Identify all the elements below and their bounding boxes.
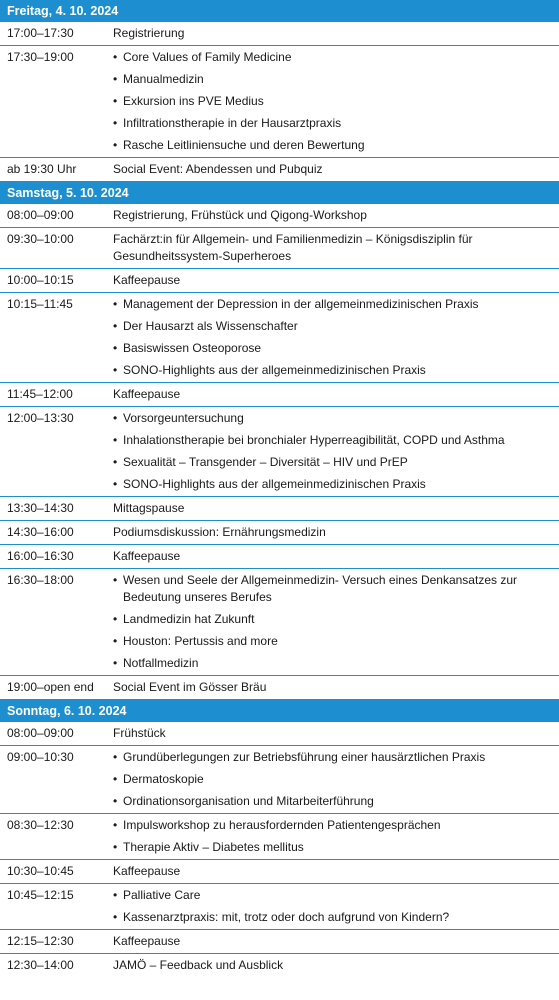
bullet-icon: •	[113, 455, 118, 469]
session-title: Kaffeepause	[113, 549, 181, 563]
schedule-row	[0, 521, 559, 545]
session-content	[113, 746, 559, 813]
session-title: Social Event im Gösser Bräu	[113, 680, 267, 694]
list-item	[113, 340, 551, 357]
session-content	[113, 22, 559, 45]
list-item	[113, 611, 551, 628]
session-title: Kaffeepause	[113, 273, 181, 287]
session-time: 12:30–14:00	[7, 958, 74, 972]
list-item	[113, 839, 551, 856]
session-time: 08:00–09:00	[7, 208, 74, 222]
session-time: 17:30–19:00	[7, 50, 74, 64]
session-time: 10:45–12:15	[7, 888, 74, 902]
bullet-icon: •	[113, 116, 118, 130]
list-item	[113, 49, 551, 66]
schedule-row	[0, 722, 559, 746]
schedule-row	[0, 497, 559, 521]
schedule-row	[0, 269, 559, 293]
schedule-row	[0, 383, 559, 407]
list-item	[113, 93, 551, 110]
list-item	[113, 454, 551, 471]
session-list	[113, 817, 551, 856]
list-item	[113, 817, 551, 834]
schedule-row	[0, 860, 559, 884]
list-item-text: Notfallmedizin	[123, 656, 199, 670]
session-content	[113, 497, 559, 520]
session-title: Mittagspause	[113, 501, 185, 515]
session-time: 12:15–12:30	[7, 934, 74, 948]
session-time: 16:00–16:30	[7, 549, 74, 563]
schedule-row	[0, 814, 559, 860]
bullet-icon: •	[113, 477, 118, 491]
list-item	[113, 71, 551, 88]
session-title: Fachärzt:in für Allgemein- und Familienmedizin – Königsdisziplin für Gesundheitssystem-Superheroes	[113, 232, 473, 263]
session-time: 19:00–open end	[7, 680, 94, 694]
list-item-text: Infiltrationstherapie in der Hausarztpraxis	[123, 116, 342, 130]
session-title: Kaffeepause	[113, 387, 181, 401]
session-content	[113, 569, 559, 675]
session-list	[113, 410, 551, 493]
schedule-row	[0, 545, 559, 569]
list-item-text: Palliative Care	[123, 888, 201, 902]
bullet-icon: •	[113, 612, 118, 626]
session-title: Podiumsdiskussion: Ernährungsmedizin	[113, 525, 326, 539]
session-content	[113, 158, 559, 181]
schedule-row	[0, 204, 559, 228]
session-time: 10:15–11:45	[7, 297, 73, 311]
list-item-text: Therapie Aktiv – Diabetes mellitus	[123, 840, 304, 854]
list-item-text: Ordinationsorganisation und Mitarbeiterführung	[123, 794, 374, 808]
list-item-text: Core Values of Family Medicine	[123, 50, 292, 64]
session-time: 08:00–09:00	[7, 726, 74, 740]
list-item	[113, 909, 551, 926]
session-time: 13:30–14:30	[7, 501, 74, 515]
session-time: 09:30–10:00	[7, 232, 74, 246]
day-header: Samstag, 5. 10. 2024	[0, 182, 559, 204]
session-title: Registrierung	[113, 26, 185, 40]
list-item	[113, 887, 551, 904]
session-content	[113, 884, 559, 929]
session-content	[113, 676, 559, 699]
session-title: Kaffeepause	[113, 934, 181, 948]
day-header: Freitag, 4. 10. 2024	[0, 0, 559, 22]
bullet-icon: •	[113, 656, 118, 670]
list-item	[113, 318, 551, 335]
session-content	[113, 383, 559, 406]
bullet-icon: •	[113, 840, 118, 854]
session-time: 10:00–10:15	[7, 273, 74, 287]
session-title: Social Event: Abendessen und Pubquiz	[113, 162, 323, 176]
list-item	[113, 633, 551, 650]
day-header: Sonntag, 6. 10. 2024	[0, 700, 559, 722]
session-content	[113, 228, 559, 268]
session-content	[113, 722, 559, 745]
list-item	[113, 771, 551, 788]
session-time: 14:30–16:00	[7, 525, 74, 539]
session-content	[113, 269, 559, 292]
list-item-text: Exkursion ins PVE Medius	[123, 94, 264, 108]
schedule-row	[0, 569, 559, 676]
session-time: 16:30–18:00	[7, 573, 74, 587]
schedule-row	[0, 954, 559, 977]
bullet-icon: •	[113, 573, 118, 587]
list-item-text: Basiswissen Osteoporose	[123, 341, 262, 355]
list-item-text: SONO-Highlights aus der allgemeinmedizinischen Praxis	[123, 477, 426, 491]
session-content	[113, 293, 559, 382]
session-list	[113, 296, 551, 379]
session-content	[113, 545, 559, 568]
session-title: Frühstück	[113, 726, 166, 740]
session-time: 12:00–13:30	[7, 411, 74, 425]
list-item-text: Vorsorgeuntersuchung	[123, 411, 244, 425]
bullet-icon: •	[113, 772, 118, 786]
list-item-text: Landmedizin hat Zukunft	[123, 612, 255, 626]
list-item	[113, 655, 551, 672]
list-item	[113, 137, 551, 154]
list-item-text: Kassenarztpraxis: mit, trotz oder doch aufgrund von Kindern?	[123, 910, 450, 924]
session-time: 09:00–10:30	[7, 750, 74, 764]
list-item	[113, 115, 551, 132]
bullet-icon: •	[113, 363, 118, 377]
list-item	[113, 362, 551, 379]
list-item	[113, 296, 551, 313]
list-item-text: Grundüberlegungen zur Betriebsführung einer hausärztlichen Praxis	[123, 750, 486, 764]
session-content	[113, 860, 559, 883]
list-item-text: SONO-Highlights aus der allgemeinmedizinischen Praxis	[123, 363, 426, 377]
session-time: 17:00–17:30	[7, 26, 74, 40]
schedule-row	[0, 930, 559, 954]
list-item-text: Rasche Leitliniensuche und deren Bewertung	[123, 138, 365, 152]
session-list	[113, 887, 551, 926]
schedule-row	[0, 46, 559, 158]
schedule-row	[0, 228, 559, 269]
bullet-icon: •	[113, 341, 118, 355]
session-content	[113, 521, 559, 544]
bullet-icon: •	[113, 433, 118, 447]
session-content	[113, 814, 559, 859]
bullet-icon: •	[113, 138, 118, 152]
list-item	[113, 432, 551, 449]
list-item	[113, 793, 551, 810]
session-time: 10:30–10:45	[7, 864, 74, 878]
list-item-text: Sexualität – Transgender – Diversität – HIV und PrEP	[123, 455, 408, 469]
session-title: JAMÖ – Feedback und Ausblick	[113, 958, 284, 972]
session-list	[113, 572, 551, 672]
bullet-icon: •	[113, 411, 118, 425]
session-title: Registrierung, Frühstück und Qigong-Workshop	[113, 208, 367, 222]
list-item	[113, 410, 551, 427]
session-content	[113, 46, 559, 157]
list-item-text: Management der Depression in der allgemeinmedizinischen Praxis	[123, 297, 479, 311]
bullet-icon: •	[113, 94, 118, 108]
bullet-icon: •	[113, 72, 118, 86]
session-content	[113, 930, 559, 953]
schedule-row	[0, 676, 559, 700]
list-item-text: Inhalationstherapie bei bronchialer Hyperreagibilität, COPD und Asthma	[123, 433, 505, 447]
session-list	[113, 49, 551, 154]
schedule-row	[0, 22, 559, 46]
session-list	[113, 749, 551, 810]
schedule-row	[0, 884, 559, 930]
list-item-text: Manualmedizin	[123, 72, 204, 86]
schedule-row	[0, 746, 559, 814]
session-time: 11:45–12:00	[7, 387, 73, 401]
bullet-icon: •	[113, 634, 118, 648]
bullet-icon: •	[113, 50, 118, 64]
bullet-icon: •	[113, 888, 118, 902]
bullet-icon: •	[113, 910, 118, 924]
list-item-text: Houston: Pertussis and more	[123, 634, 278, 648]
session-content	[113, 407, 559, 496]
session-content	[113, 204, 559, 227]
list-item	[113, 749, 551, 766]
schedule-row	[0, 293, 559, 383]
bullet-icon: •	[113, 319, 118, 333]
list-item	[113, 476, 551, 493]
schedule-row	[0, 407, 559, 497]
session-time: ab 19:30 Uhr	[7, 162, 77, 176]
session-content	[113, 954, 559, 977]
bullet-icon: •	[113, 750, 118, 764]
bullet-icon: •	[113, 794, 118, 808]
list-item-text: Der Hausarzt als Wissenschafter	[123, 319, 298, 333]
list-item-text: Dermatoskopie	[123, 772, 204, 786]
list-item-text: Wesen und Seele der Allgemeinmedizin- Versuch eines Denkansatzes zur Bedeutung unseres Berufes	[123, 573, 517, 604]
list-item	[113, 572, 551, 606]
schedule-row	[0, 158, 559, 182]
bullet-icon: •	[113, 297, 118, 311]
list-item-text: Impulsworkshop zu herausfordernden Patientengesprächen	[123, 818, 441, 832]
session-title: Kaffeepause	[113, 864, 181, 878]
session-time: 08:30–12:30	[7, 818, 74, 832]
bullet-icon: •	[113, 818, 118, 832]
